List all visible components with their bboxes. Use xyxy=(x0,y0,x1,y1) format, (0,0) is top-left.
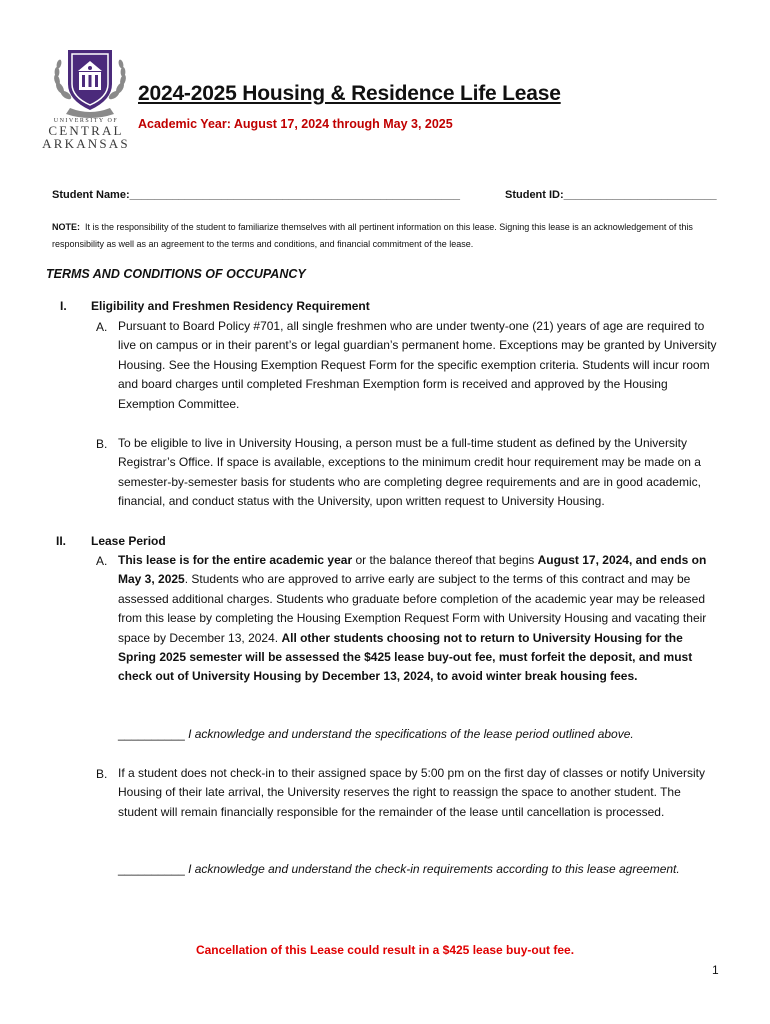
student-id-field[interactable]: Student ID:_________________________ xyxy=(505,189,717,201)
item-letter: A. xyxy=(96,320,108,334)
logo-line3: ARKANSAS xyxy=(42,136,130,151)
note-label: NOTE: xyxy=(52,222,80,232)
section-number: I. xyxy=(60,299,67,313)
check-in-paragraph: If a student does not check-in to their assigned space by 5:00 pm on the first day of classes or notify University Housing of their late arrival, the University reserves the right to reassign the space to another student. The student will remain financially responsible for the remainder of the lease until cancellation is processed. xyxy=(118,766,705,819)
document-title: 2024-2025 Housing & Residence Life Lease xyxy=(138,82,561,105)
section-title: Lease Period xyxy=(91,534,166,548)
ack-text: I acknowledge and understand the check-in requirements according to this lease agreement. xyxy=(184,862,680,876)
item-letter: B. xyxy=(96,767,108,781)
body-text: . Students who are approved to arrive early are subject to the terms of this contract and may be assessed additional charges. Students who graduate before completion of the academic year may be released from this lease by completing the Housing Exemption Request Form with University Housing and vacating their space by December 13, 2024. xyxy=(118,572,707,645)
student-name-field[interactable]: Student Name:______________________________________________________ xyxy=(52,189,460,201)
ack-text: I acknowledge and understand the specifications of the lease period outlined above. xyxy=(184,727,634,741)
logo-line2: CENTRAL xyxy=(48,123,124,138)
academic-year: Academic Year: August 17, 2024 through May 3, 2025 xyxy=(138,117,453,131)
page-number: 1 xyxy=(712,963,719,977)
bold-text: This lease is for the entire academic year xyxy=(118,553,353,567)
acknowledgement-line xyxy=(118,862,680,876)
uca-crest-icon xyxy=(44,44,136,122)
bold-text: August 17, 2024, and ends on May 3, 2025 xyxy=(118,553,707,587)
eligibility-paragraph: Pursuant to Board Policy #701, all single freshmen who are under twenty-one (21) years of age are required to live on campus or in their parent’s or legal guardian’s permanent home. Exceptions may be granted by University Housing. See the Housing Exemption Request Form for the specific exemption criteria. Students will incur room and board charges until completed Freshman Exemption form is received and approved by the Housing Exemption Committee. xyxy=(118,319,717,411)
note-text: It is the responsibility of the student to familiarize themselves with all pertinent information on this lease. Signing this lease is an acknowledgement of this responsibility as well as an agreement to the terms and conditions, and financial commitment of the lease. xyxy=(52,222,693,249)
full-time-paragraph: To be eligible to live in University Housing, a person must be a full-time student as defined by the University Registrar’s Office. If space is available, exceptions to the minimum credit hour requirement may be made on a semester-by-semester basis for students who are completing degree requirements and are in good academic, financial, and conduct status with the University, upon written request to University Housing. xyxy=(118,436,701,509)
lease-period-paragraph xyxy=(118,551,722,687)
body-text: or the balance thereof that begins xyxy=(352,553,538,567)
terms-heading: TERMS AND CONDITIONS OF OCCUPANCY xyxy=(46,267,306,281)
initials-blank[interactable]: __________ xyxy=(118,862,185,876)
note-paragraph xyxy=(52,219,724,253)
initials-blank[interactable]: __________ xyxy=(118,727,185,741)
item-letter: A. xyxy=(96,554,108,568)
item-letter: B. xyxy=(96,437,108,451)
bold-text: All other students choosing not to return to University Housing for the Spring 2025 semester will be assessed the $425 lease buy-out fee, must forfeit the deposit, and must check out of University Housing by December 13, 2024, to avoid winter break housing fees. xyxy=(118,630,693,684)
logo-line1: UNIVERSITY OF xyxy=(53,118,119,124)
section-title: Eligibility and Freshmen Residency Requirement xyxy=(91,299,370,313)
university-wordmark xyxy=(36,118,136,150)
cancellation-notice: Cancellation of this Lease could result in a $425 lease buy-out fee. xyxy=(195,943,575,957)
acknowledgement-line xyxy=(118,727,634,741)
section-number: II. xyxy=(56,534,67,548)
